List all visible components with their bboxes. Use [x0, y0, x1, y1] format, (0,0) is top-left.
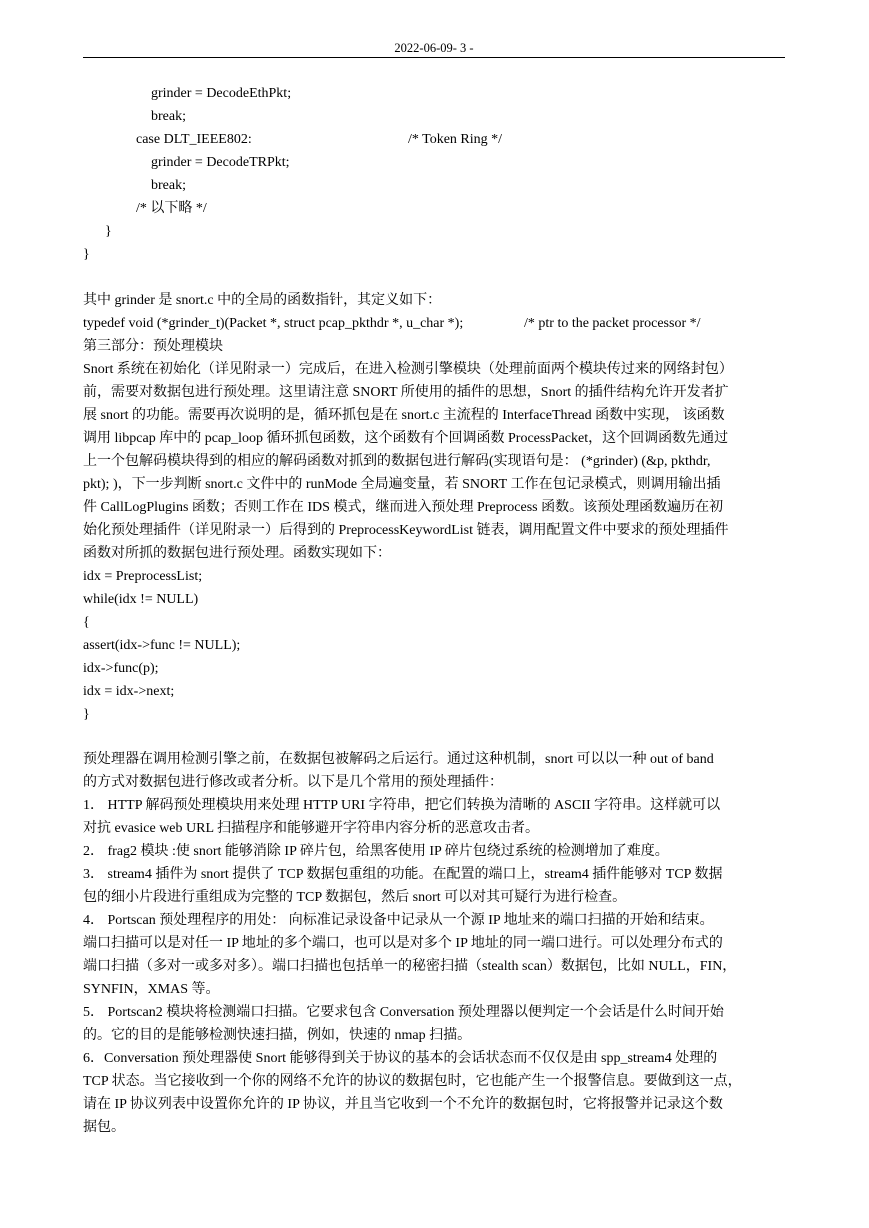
code-line: idx = PreprocessList; — [83, 569, 203, 584]
para-line: 请在 IP 协议列表中设置你允许的 IP 协议，并且当它收到一个不允许的数据包时，它将报警并记录这个数 — [83, 1097, 723, 1112]
list-item: 2． frag2 模块 :使 snort 能够消除 IP 碎片包，给黑客使用 IP 碎片包绕过系统的检测增加了难度。 — [83, 844, 669, 859]
para-line: 的方式对数据包进行修改或者分析。以下是几个常用的预处理插件： — [83, 775, 503, 790]
code-line: { — [83, 615, 90, 630]
para-line: 件 CallLogPlugins 函数；否则工作在 IDS 模式，继而进入预处理 Preprocess 函数。该预处理函数遍历在初 — [83, 500, 724, 515]
code-line: assert(idx->func != NULL); — [83, 638, 241, 653]
para-line: 的。它的目的是能够检测快速扫描，例如，快速的 nmap 扫描。 — [83, 1028, 472, 1043]
code-line: } — [83, 707, 90, 722]
para-line: 展 snort 的功能。需要再次说明的是，循环抓包是在 snort.c 主流程的 InterfaceThread 函数中实现， 该函数 — [83, 408, 725, 423]
para-line: 前，需要对数据包进行预处理。这里请注意 SNORT 所使用的插件的思想，Snort 的插件结构允许开发者扩 — [83, 385, 729, 400]
code-line: while(idx != NULL) — [83, 592, 199, 607]
code-line: break; — [151, 109, 186, 124]
list-item: 5． Portscan2 模块将检测端口扫描。它要求包含 Conversation 预处理器以便判定一个会话是什么时间开始 — [83, 1005, 724, 1020]
list-item: 3． stream4 插件为 snort 提供了 TCP 数据包重组的功能。在配置的端口上，stream4 插件能够对 TCP 数据 — [83, 867, 723, 882]
para-line: 据包。 — [83, 1120, 125, 1135]
para-line: 对抗 evasice web URL 扫描程序和能够避开字符串内容分析的恶意攻击者。 — [83, 821, 539, 836]
para-line: 包的细小片段进行重组成为完整的 TCP 数据包，然后 snort 可以对其可疑行为进行检查。 — [83, 890, 627, 905]
code-line: break; — [151, 178, 186, 193]
code-case-label: case DLT_IEEE802: — [136, 132, 252, 147]
section-title: 第三部分：预处理模块 — [83, 339, 223, 354]
para-line: pkt); )，下一步判断 snort.c 文件中的 runMode 全局遍变量，若 SNORT 工作在包记录模式，则调用输出插 — [83, 477, 721, 492]
code-line: grinder = DecodeTRPkt; — [151, 155, 290, 170]
typedef-line — [83, 312, 785, 335]
typedef-comment: /* ptr to the packet processor */ — [524, 316, 701, 331]
para-line: Snort 系统在初始化（详见附录一）完成后，在进入检测引擎模块（处理前面两个模块传过来的网络封包） — [83, 362, 733, 377]
code-line: } — [83, 247, 90, 262]
para-line: SYNFIN，XMAS 等。 — [83, 982, 220, 997]
page-header: 2022-06-09- 3 - — [394, 41, 474, 55]
intro-line: 其中 grinder 是 snort.c 中的全局的函数指针，其定义如下： — [83, 293, 442, 308]
list-item: 6．Conversation 预处理器使 Snort 能够得到关于协议的基本的会话状态而不仅仅是由 spp_stream4 处理的 — [83, 1051, 718, 1066]
para-line: 上一个包解码模块得到的相应的解码函数对抓到的数据包进行解码(实现语句是： (*grinder) (&p, pkthdr, — [83, 454, 711, 469]
para-line: TCP 状态。当它接收到一个你的网络不允许的协议的数据包时，它也能产生一个报警信息。要做到这一点， — [83, 1074, 742, 1089]
code-line: /* 以下略 */ — [136, 201, 207, 216]
para-line: 端口扫描可以是对任一 IP 地址的多个端口，也可以是对多个 IP 地址的同一端口进行。可以处理分布式的 — [83, 936, 723, 951]
para-line: 始化预处理插件（详见附录一）后得到的 PreprocessKeywordList 链表，调用配置文件中要求的预处理插件 — [83, 523, 729, 538]
list-item: 4． Portscan 预处理程序的用处： 向标准记录设备中记录从一个源 IP 地址来的端口扫描的开始和结束。 — [83, 913, 714, 928]
para-line: 调用 libpcap 库中的 pcap_loop 循环抓包函数，这个函数有个回调函数 ProcessPacket，这个回调函数先通过 — [83, 431, 729, 446]
code-line: idx->func(p); — [83, 661, 159, 676]
para-line: 预处理器在调用检测引擎之前，在数据包被解码之后运行。通过这种机制，snort 可以以一种 out of band — [83, 752, 714, 767]
para-line: 端口扫描（多对一或多对多）。端口扫描也包括单一的秘密扫描（stealth scan）数据包，比如 NULL，FIN， — [83, 959, 737, 974]
header-rule — [83, 57, 785, 58]
list-item: 1． HTTP 解码预处理模块用来处理 HTTP URI 字符串，把它们转换为清晰的 ASCII 字符串。这样就可以 — [83, 798, 721, 813]
code-comment: /* Token Ring */ — [408, 132, 503, 147]
code-line: idx = idx->next; — [83, 684, 175, 699]
code-line: grinder = DecodeEthPkt; — [151, 86, 292, 101]
code-line: } — [105, 224, 112, 239]
typedef-code: typedef void (*grinder_t)(Packet *, struct pcap_pkthdr *, u_char *); — [83, 316, 464, 331]
code-line — [83, 128, 785, 151]
para-line: 函数对所抓的数据包进行预处理。函数实现如下： — [83, 546, 391, 561]
